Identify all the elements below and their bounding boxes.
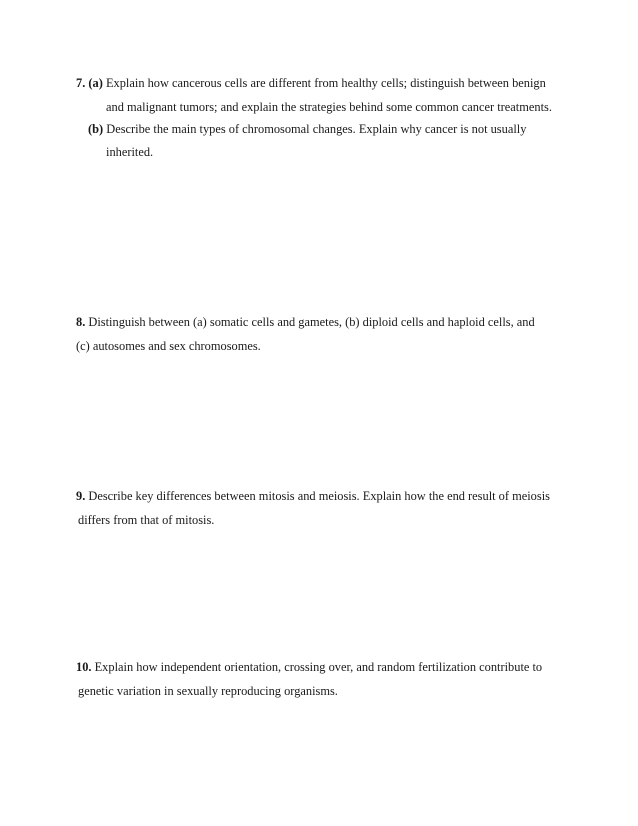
question-9-text-2: differs from that of mitosis. <box>78 513 215 527</box>
question-7-line-2 <box>106 99 552 115</box>
question-9-text-1: Describe key differences between mitosis and meiosis. Explain how the end result of meiosis <box>88 489 550 503</box>
question-10-line-2 <box>78 683 338 699</box>
question-8-line-2 <box>76 338 261 354</box>
question-7-part-a-text-2: and malignant tumors; and explain the strategies behind some common cancer treatments. <box>106 100 552 114</box>
question-10-text-1: Explain how independent orientation, crossing over, and random fertilization contribute to <box>94 660 543 674</box>
question-7-part-a-label: (a) <box>88 76 103 90</box>
question-7-line-1 <box>76 75 546 91</box>
question-9-number: 9. <box>76 489 86 503</box>
question-7-number: 7. <box>76 76 86 90</box>
question-7-part-b-text-1: Describe the main types of chromosomal changes. Explain why cancer is not usually <box>106 122 527 136</box>
question-7-part-a-text-1: Explain how cancerous cells are different from healthy cells; distinguish between benign <box>105 76 546 90</box>
question-8-number: 8. <box>76 315 86 329</box>
question-10-text-2: genetic variation in sexually reproducing organisms. <box>78 684 338 698</box>
question-9-line-1 <box>76 488 550 504</box>
question-10-number: 10. <box>76 660 92 674</box>
question-7-part-b-label: (b) <box>88 122 104 136</box>
question-7-line-4 <box>106 144 153 160</box>
question-10-line-1 <box>76 659 542 675</box>
question-8-line-1 <box>76 314 535 330</box>
question-7-line-3 <box>88 121 526 137</box>
question-7-part-b-text-2: inherited. <box>106 145 154 159</box>
question-9-line-2 <box>78 512 214 528</box>
question-8-text-2: (c) autosomes and sex chromosomes. <box>76 339 261 353</box>
question-8-text-1: Distinguish between (a) somatic cells and gametes, (b) diploid cells and haploid cells, and <box>88 315 535 329</box>
